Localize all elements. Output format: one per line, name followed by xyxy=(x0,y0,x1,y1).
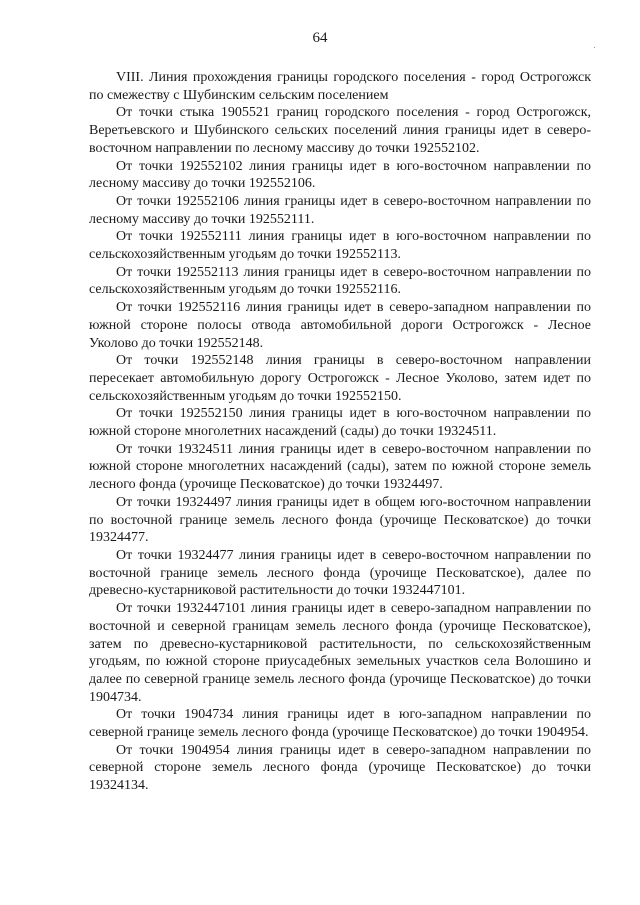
document-body xyxy=(89,69,591,795)
paragraph: От точки 1932447101 линия границы идет в северо-западном направлении по восточной и северной границам земель лесного фонда (урочище Песковатское), затем по древесно-кустарниковой растительности, по сельскохозяйственным угодьям, по южной стороне приусадебных земельных участков села Волошино и далее по северной границе земель лесного фонда (урочище Песковатское) до точки 1904734. xyxy=(89,601,591,705)
paragraph: От точки 192552102 линия границы идет в юго-восточном направлении по лесному массиву до точки 192552106. xyxy=(89,158,591,192)
scan-speck xyxy=(594,47,595,48)
paragraph: От точки 192552116 линия границы идет в северо-западном направлении по южной стороне полосы отвода автомобильной дороги Острогожск - Лесное Уколово до точки 192552148. xyxy=(89,300,591,351)
paragraph: От точки 192552148 линия границы в северо-восточном направлении пересекает автомобильную дорогу Острогожск - Лесное Уколово, затем идет по сельскохозяйственным угодьям до точки 192552150. xyxy=(89,353,591,404)
paragraph: От точки 192552106 линия границы идет в северо-восточном направлении по лесному массиву до точки 192552111. xyxy=(89,193,591,227)
paragraph: От точки 1904734 линия границы идет в юго-западном направлении по северной границе земель лесного фонда (урочище Песковатское) до точки 1904954. xyxy=(89,707,591,741)
paragraph: От точки 19324511 линия границы идет в северо-восточном направлении по южной стороне многолетних насаждений (сады), затем по южной стороне земель лесного фонда (урочище Песковатское) до точки 19324497. xyxy=(89,441,591,493)
paragraph: От точки 192552113 линия границы идет в северо-восточном направлении по сельскохозяйственным угодьям до точки 192552116. xyxy=(89,264,591,298)
paragraph: От точки 192552150 линия границы идет в юго-восточном направлении по южной стороне многолетних насаждений (сады) до точки 19324511. xyxy=(89,406,591,440)
page-number: 64 xyxy=(312,30,328,46)
paragraph: От точки стыка 1905521 границ городского поселения - город Острогожск, Веретьевского и Шубинского сельских поселений линия границы идет в северо-восточном направлении по лесному массиву до точки 192552102. xyxy=(89,105,591,156)
paragraph: От точки 19324477 линия границы идет в северо-восточном направлении по восточной границе земель лесного фонда (урочище Песковатское), далее по древесно-кустарниковой растительности до точки 1932447101. xyxy=(89,547,591,599)
paragraph: От точки 192552111 линия границы идет в юго-восточном направлении по сельскохозяйственным угодьям до точки 192552113. xyxy=(89,229,591,263)
section-heading: VIII. Линия прохождения границы городского поселения - город Острогожск по смежеству с Шубинским сельским поселением xyxy=(89,70,591,103)
paragraph: От точки 19324497 линия границы идет в общем юго-восточном направлении по восточной границе земель лесного фонда (урочище Песковатское) до точки 19324477. xyxy=(89,494,591,546)
paragraph: От точки 1904954 линия границы идет в северо-западном направлении по северной стороне земель лесного фонда (урочище Песковатское) до точки 19324134. xyxy=(89,742,591,794)
